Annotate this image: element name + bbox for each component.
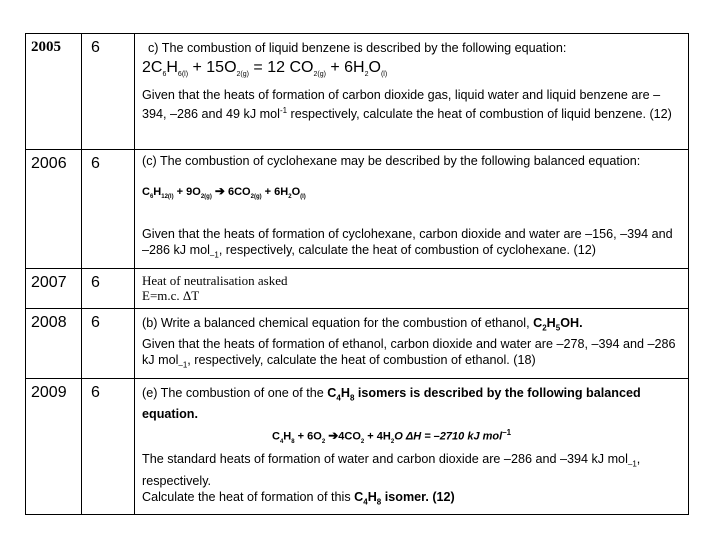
eq-sub: 6 (162, 71, 167, 79)
formula-sub: 4 (363, 497, 368, 507)
text-part: (b) Write a balanced chemical equation for the combustion of ethanol, (142, 315, 534, 330)
formula-part: H (340, 385, 350, 400)
eq-sub: (l) (300, 194, 306, 201)
formula-part: C (533, 315, 543, 330)
text-part: isomer. (12) (381, 489, 455, 504)
text-part: Given that the heats of formation of cyclohexane, carbon dioxide and water are –156, –394 and –286 kJ mol (142, 227, 673, 258)
exam-questions-table (25, 33, 689, 515)
eq-part: C (272, 430, 280, 443)
text-part: , respectively, calculate the heat of combustion of ethanol. (18) (187, 353, 536, 368)
chemical-equation (142, 56, 682, 87)
eq-sub: 2(g) (236, 71, 249, 79)
year-cell (26, 150, 82, 269)
eq-sub: 6 (149, 194, 154, 201)
table-row (26, 150, 689, 269)
marks-label: 6 (91, 39, 100, 56)
question-intro: c) The combustion of liquid benzene is described by the following equation: (148, 41, 567, 55)
table-row (26, 268, 689, 308)
eq-sub: 6(l) (177, 71, 189, 79)
marks-label: 6 (91, 383, 100, 401)
year-cell (26, 268, 82, 308)
text-part: , respectively. (142, 452, 641, 488)
eq-part: = 12 CO (248, 59, 314, 76)
question-text (142, 315, 682, 337)
chemical-equation (142, 425, 682, 450)
formula-part: OH. (560, 315, 583, 330)
eq-part: H (153, 186, 162, 198)
eq-part: + 4H (364, 430, 391, 443)
arrow-icon: ➔ (328, 428, 339, 443)
formula-sub: 2 (542, 323, 547, 333)
eq-part: C (142, 186, 150, 198)
text-sub: –1 (178, 360, 188, 370)
marks-label: 6 (91, 155, 100, 172)
eq-sub: 2(g) (313, 71, 326, 79)
text-sub: –1 (627, 459, 637, 469)
eq-sub: 2 (321, 439, 326, 446)
question-text (142, 489, 682, 511)
question-text (142, 451, 682, 489)
eq-part: + 9O (173, 186, 201, 198)
question-intro (142, 385, 682, 423)
question-cell (135, 150, 689, 269)
c4h8-formula (354, 489, 382, 507)
eq-part: + 6O (294, 430, 322, 443)
formula-sub: 5 (555, 323, 561, 333)
question-intro: (c) The combustion of cyclohexane may be described by the following balanced equation: (142, 154, 641, 168)
chemical-equation (142, 183, 682, 205)
text-sup: -1 (279, 106, 288, 116)
marks-label: 6 (91, 313, 100, 331)
eq-sub: 2 (390, 439, 395, 446)
year-label: 2007 (31, 273, 67, 291)
eq-sub: 2(g) (250, 194, 262, 201)
eq-part: 6CO (224, 186, 251, 198)
eq-part: O (291, 186, 301, 198)
eq-sub: 2 (364, 71, 369, 79)
eq-part: + 15O (188, 59, 237, 76)
text-sub: –1 (209, 250, 219, 260)
formula-sub: 8 (376, 497, 382, 507)
year-cell (26, 34, 82, 150)
formula-part: H (546, 315, 556, 330)
arrow-icon: ➔ (214, 184, 225, 198)
year-label: 2005 (31, 39, 61, 55)
question-text (142, 336, 682, 374)
question-cell (135, 378, 689, 514)
text-part: Given that the heats of formation of ethanol, carbon dioxide and water are –278, –394 and –286 kJ mol (142, 337, 676, 368)
question-line: E=m.c. ΔT (142, 287, 200, 303)
c4h8-formula (327, 385, 355, 403)
eq-sub: 2 (360, 439, 365, 446)
year-cell (26, 308, 82, 378)
eq-part: O ΔH = –2710 kJ mol (394, 430, 503, 443)
marks-label: 6 (91, 273, 100, 291)
formula-sub: 4 (336, 393, 341, 403)
marks-cell (82, 378, 135, 514)
question-text (142, 87, 682, 122)
table-row (26, 378, 689, 514)
year-label: 2006 (31, 155, 67, 172)
eq-sub: 12(l) (161, 194, 174, 201)
text-part: Calculate the heat of formation of this (142, 489, 355, 504)
eq-part: 2C (142, 59, 163, 76)
formula-sub: 8 (349, 393, 355, 403)
eq-sub: 2(g) (200, 194, 212, 201)
year-label: 2009 (31, 383, 67, 401)
eq-part: O (368, 59, 381, 76)
ethanol-formula (533, 315, 583, 333)
eq-sub: 2 (288, 194, 292, 201)
year-label: 2008 (31, 313, 67, 331)
eq-sub: 8 (291, 439, 295, 446)
table-row (26, 308, 689, 378)
text-part: isomers is described by the following balanced equation. (142, 385, 641, 422)
eq-part: H (166, 59, 178, 76)
eq-part: H (283, 430, 292, 443)
marks-cell (82, 34, 135, 150)
eq-sub: (l) (380, 71, 388, 79)
question-cell (135, 268, 689, 308)
text-part: Given that the heats of formation of carbon dioxide gas, liquid water and liquid benzene are –394, –286 and 49 kJ mol (142, 88, 661, 122)
eq-part: 4CO (338, 430, 361, 443)
formula-part: H (367, 489, 377, 504)
question-cell (135, 34, 689, 150)
eq-part: + 6H (261, 186, 289, 198)
eq-sub: 4 (279, 439, 284, 446)
question-cell (135, 308, 689, 378)
text-part: respectively, calculate the heat of combustion of liquid benzene. (12) (287, 107, 672, 122)
question-line: Heat of neutralisation asked (142, 272, 288, 288)
marks-cell (82, 150, 135, 269)
question-text (142, 226, 682, 264)
table-row (26, 34, 689, 150)
text-part: (e) The combustion of one of the (142, 385, 328, 400)
formula-part: C (327, 385, 337, 400)
eq-part: + 6H (325, 59, 365, 76)
text-part: , respectively, calculate the heat of combustion of cyclohexane. (12) (218, 243, 596, 258)
year-cell (26, 378, 82, 514)
text-part: The standard heats of formation of water and carbon dioxide are –286 and –394 kJ mol (142, 452, 628, 467)
eq-sup: –1 (502, 428, 512, 438)
formula-part: C (354, 489, 364, 504)
marks-cell (82, 308, 135, 378)
marks-cell (82, 268, 135, 308)
